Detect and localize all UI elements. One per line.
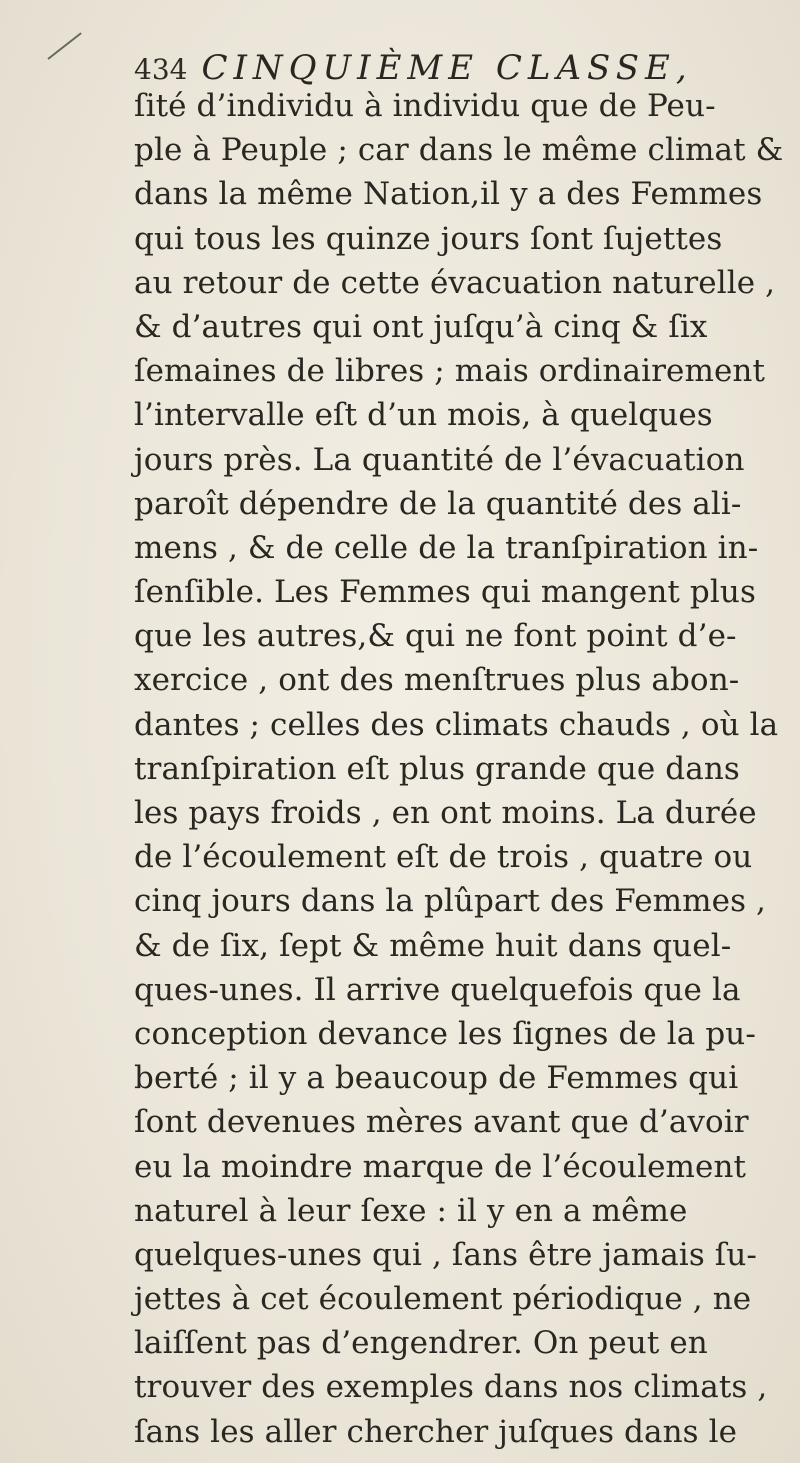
text-line: ple à Peuple ; car dans le même climat & [134,132,784,169]
text-line: conception devance les ſignes de la pu- [134,1015,756,1052]
text-line: cinq jours dans la plûpart des Femmes , [134,883,767,920]
text-line: de l’écoulement eſt de trois , quatre ou [134,839,753,876]
text-line: ſont devenues mères avant que d’avoir [134,1104,749,1141]
text-line: xercice , ont des menſtrues plus abon- [134,662,740,699]
text-line: berté ; il y a beaucoup de Femmes qui [134,1060,739,1097]
text-line: les pays froids , en ont moins. La durée [134,795,757,831]
text-line: eu la moindre marque de l’écoulement [134,1148,747,1185]
text-line: ſemaines de libres ; mais ordinairement [134,353,766,390]
text-line: dans la même Nation,il y a des Femmes [134,176,763,213]
text-line: mens , & de celle de la tranſpiration in- [134,529,759,566]
text-line: l’intervalle eſt d’un mois, à quelques [134,397,713,434]
text-line: que les autres,& qui ne font point d’e- [134,618,737,655]
running-head: CINQUIÈME CLASSE, [201,48,693,88]
text-line: paroît dépendre de la quantité des ali- [134,485,742,522]
text-line: laiſſent pas d’engendrer. On peut en [134,1325,708,1362]
text-line: & de ſix, ſept & même huit dans quel- [134,927,732,964]
text-line: tranſpiration eſt plus grande que dans [134,750,740,787]
body-text [134,84,784,1454]
text-line: ſenſible. Les Femmes qui mangent plus [134,574,756,611]
text-line: ſité d’individu à individu que de Peu- [134,88,716,124]
text-line: quelques-unes qui , ſans être jamais ſu- [134,1236,758,1273]
text-line: au retour de cette évacuation naturelle , [134,264,776,301]
text-line: & d’autres qui ont juſqu’à cinq & ſix [134,308,708,345]
text-line: dantes ; celles des climats chauds , où la [134,706,779,743]
pen-mark [47,32,81,59]
text-line: naturel à leur ſexe : il y en a même [134,1192,688,1229]
text-line: ſans les aller chercher juſques dans le [134,1413,738,1450]
text-line: jettes à cet écoulement périodique , ne [134,1281,752,1318]
page-number: 434 [134,53,188,86]
text-line: trouver des exemples dans nos climats , [134,1369,768,1406]
text-line: qui tous les quinze jours ſont ſujettes [134,220,723,257]
text-line: jours près. La quantité de l’évacuation [134,441,745,478]
text-line: ques-unes. Il arrive quelquefois que la [134,971,741,1008]
